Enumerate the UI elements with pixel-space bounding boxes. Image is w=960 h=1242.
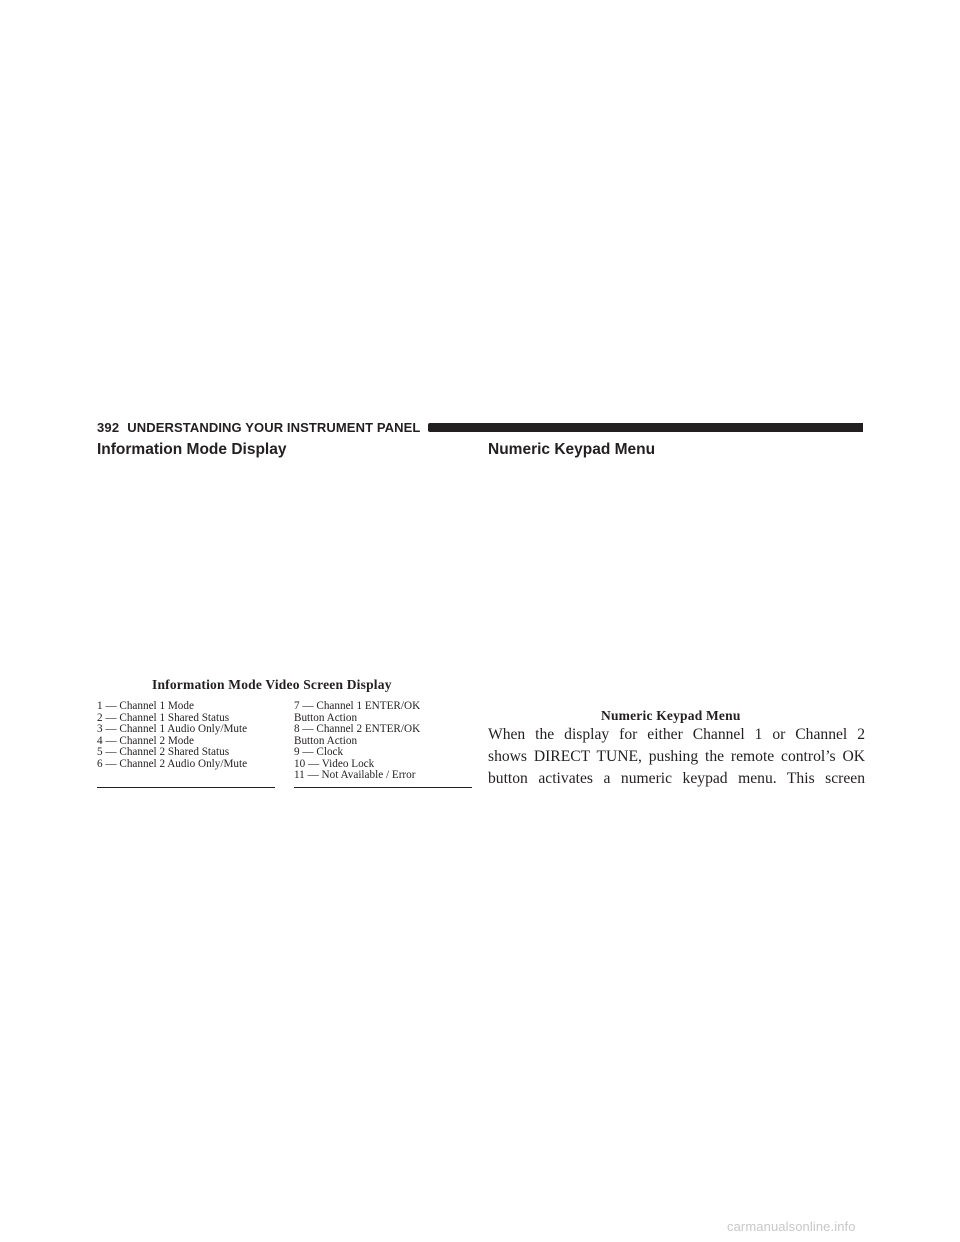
legend-rule <box>294 787 472 788</box>
legend-item: Button Action <box>294 734 358 747</box>
legend-item: Button Action <box>294 711 358 724</box>
legend-item: 8 — Channel 2 ENTER/OK <box>294 723 421 735</box>
figure-legend-column-2 <box>294 701 472 782</box>
legend-item: 3 — Channel 1 Audio Only/Mute <box>97 723 248 735</box>
legend-item: 11 — Not Available / Error <box>294 769 416 781</box>
header-bar <box>428 423 863 432</box>
legend-rule <box>97 787 275 788</box>
watermark: carmanualsonline.info <box>727 1219 856 1234</box>
body-line: shows DIRECT TUNE, pushing the remote control’s OK <box>488 748 865 765</box>
body-paragraph <box>488 724 865 790</box>
page-header <box>97 419 863 435</box>
legend-item: 6 — Channel 2 Audio Only/Mute <box>97 757 248 770</box>
legend-item: 4 — Channel 2 Mode <box>97 734 194 747</box>
section-heading-numeric-keypad: Numeric Keypad Menu <box>488 441 656 458</box>
legend-item: 9 — Clock <box>294 746 344 758</box>
figure-legend-column-1 <box>97 701 275 770</box>
page-number: 392 <box>97 419 120 435</box>
legend-item: 2 — Channel 1 Shared Status <box>97 711 230 724</box>
body-line: When the display for either Channel 1 or Channel 2 <box>488 726 865 743</box>
legend-item: 10 — Video Lock <box>294 757 375 770</box>
legend-item: 5 — Channel 2 Shared Status <box>97 746 230 758</box>
figure-caption-information-mode: Information Mode Video Screen Display <box>152 677 392 692</box>
body-line: button activates a numeric keypad menu. This screen <box>488 770 865 787</box>
section-heading-information-mode: Information Mode Display <box>97 441 287 458</box>
legend-item: 7 — Channel 1 ENTER/OK <box>294 700 421 712</box>
running-head: UNDERSTANDING YOUR INSTRUMENT PANEL <box>127 419 421 435</box>
legend-item: 1 — Channel 1 Mode <box>97 700 194 712</box>
figure-caption-numeric-keypad: Numeric Keypad Menu <box>601 708 741 723</box>
